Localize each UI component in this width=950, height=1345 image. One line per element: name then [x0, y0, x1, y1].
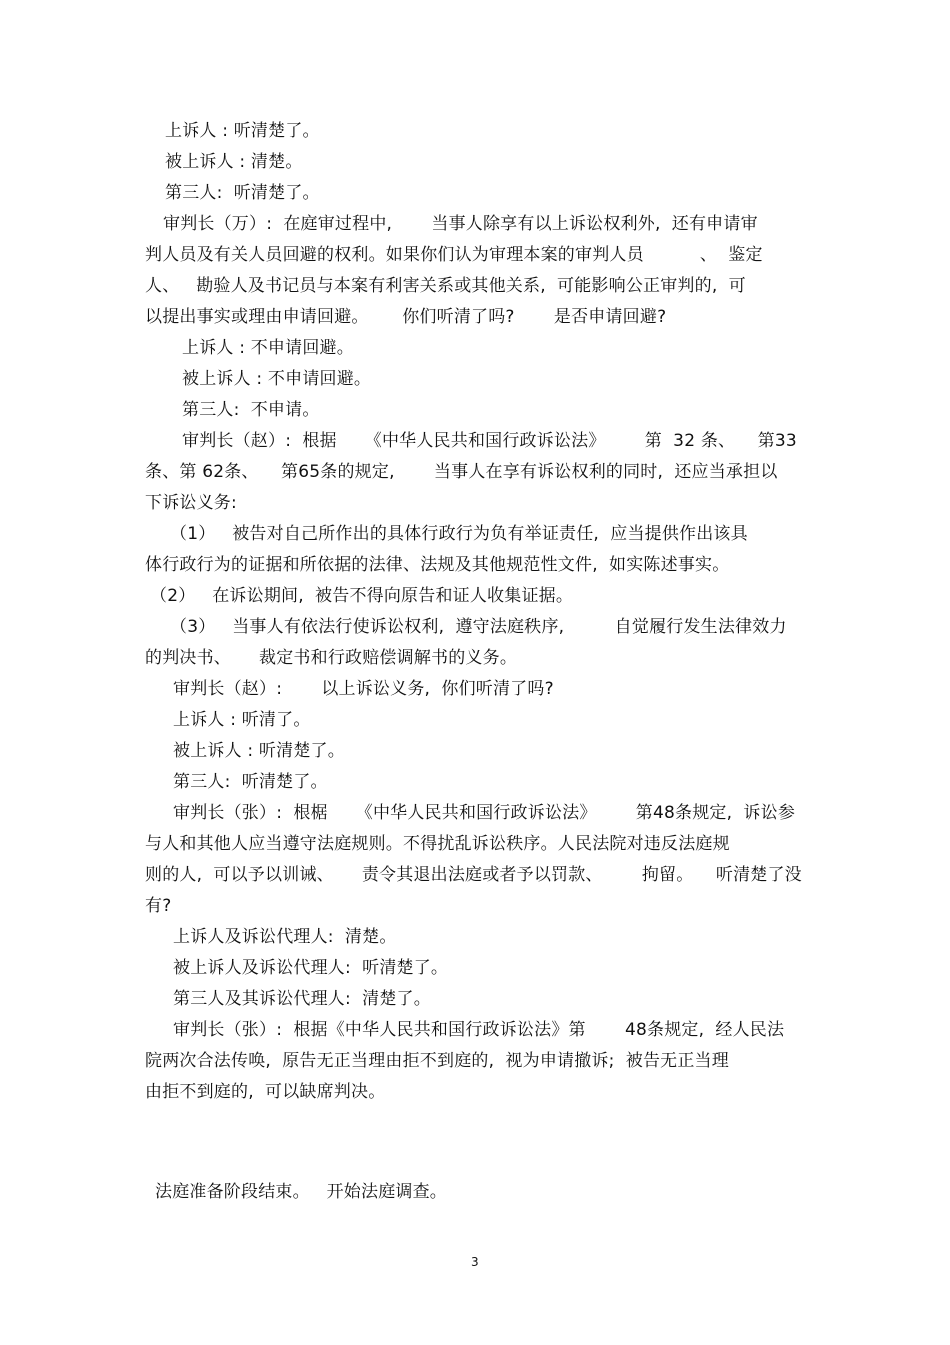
text-line: 审判长（张）: 根椐 《中华人民共和国行政诉讼法》 第48条规定, 诉讼参	[173, 803, 796, 823]
text-line: 第三人: 不申请。	[182, 400, 320, 420]
text-line: 审判长（张）: 根据《中华人民共和国行政诉讼法》第 48条规定, 经人民法	[173, 1020, 785, 1040]
text-line: （2） 在诉讼期间, 被告不得向原告和证人收集证据。	[150, 586, 574, 606]
text-line: 审判长（赵）: 根据 《中华人民共和国行政诉讼法》 第 32 条、 第33	[182, 431, 797, 451]
text-line: 体行政行为的证据和所依据的法律、法规及其他规范性文件, 如实陈述事实。	[145, 555, 730, 575]
text-line: 审判长（万）: 在庭审过程中, 当事人除享有以上诉讼权利外, 还有申请审	[163, 214, 758, 234]
text-line: 条、第 62条、 第65条的规定, 当事人在享有诉讼权利的同时, 还应当承担以	[145, 462, 778, 482]
text-line: 审判长（赵）: 以上诉讼义务, 你们听清了吗?	[173, 679, 554, 699]
text-line: 法庭准备阶段结束。 开始法庭调查。	[155, 1182, 448, 1202]
text-line: 上诉人 : 听清了。	[173, 710, 311, 730]
text-line: 被上诉人 : 听清楚了。	[173, 741, 345, 761]
text-line: 人、 勘验人及书记员与本案有利害关系或其他关系, 可能影响公正审判的, 可	[145, 276, 746, 296]
page-number: 3	[471, 1255, 479, 1269]
text-line: 与人和其他人应当遵守法庭规则。不得扰乱诉讼秩序。人民法院对违反法庭规	[145, 834, 730, 854]
text-line: （1） 被告对自己所作出的具体行政行为负有举证责任, 应当提供作出该具	[170, 524, 748, 544]
text-line: 第三人: 听清楚了。	[165, 183, 320, 203]
text-line: 第三人及其诉讼代理人: 清楚了。	[173, 989, 431, 1009]
text-line: 则的人, 可以予以训诫、 责令其退出法庭或者予以罚款、 拘留。 听清楚了没	[145, 865, 802, 885]
text-line: 上诉人及诉讼代理人: 清楚。	[173, 927, 397, 947]
text-line: 被上诉人 : 清楚。	[165, 152, 303, 172]
text-line: 第三人: 听清楚了。	[173, 772, 328, 792]
text-line: 有?	[145, 896, 172, 916]
text-line: 院两次合法传唤, 原告无正当理由拒不到庭的, 视为申请撤诉; 被告无正当理	[145, 1051, 729, 1071]
text-line: 被上诉人 : 不申请回避。	[182, 369, 372, 389]
text-line: 的判决书、 裁定书和行政赔偿调解书的义务。	[145, 648, 518, 668]
text-line: 由拒不到庭的, 可以缺席判决。	[145, 1082, 386, 1102]
text-line: （3） 当事人有依法行使诉讼权利, 遵守法庭秩序, 自觉履行发生法律效力	[170, 617, 787, 637]
text-line: 上诉人 : 听清楚了。	[165, 121, 320, 141]
text-line: 以提出事实或理由申请回避。 你们听清了吗? 是否申请回避?	[145, 307, 667, 327]
text-line: 判人员及有关人员回避的权利。如果你们认为审理本案的审判人员 、 鉴定	[145, 245, 763, 265]
text-line: 下诉讼义务:	[145, 493, 237, 513]
text-line: 被上诉人及诉讼代理人: 听清楚了。	[173, 958, 449, 978]
text-line: 上诉人 : 不申请回避。	[182, 338, 354, 358]
